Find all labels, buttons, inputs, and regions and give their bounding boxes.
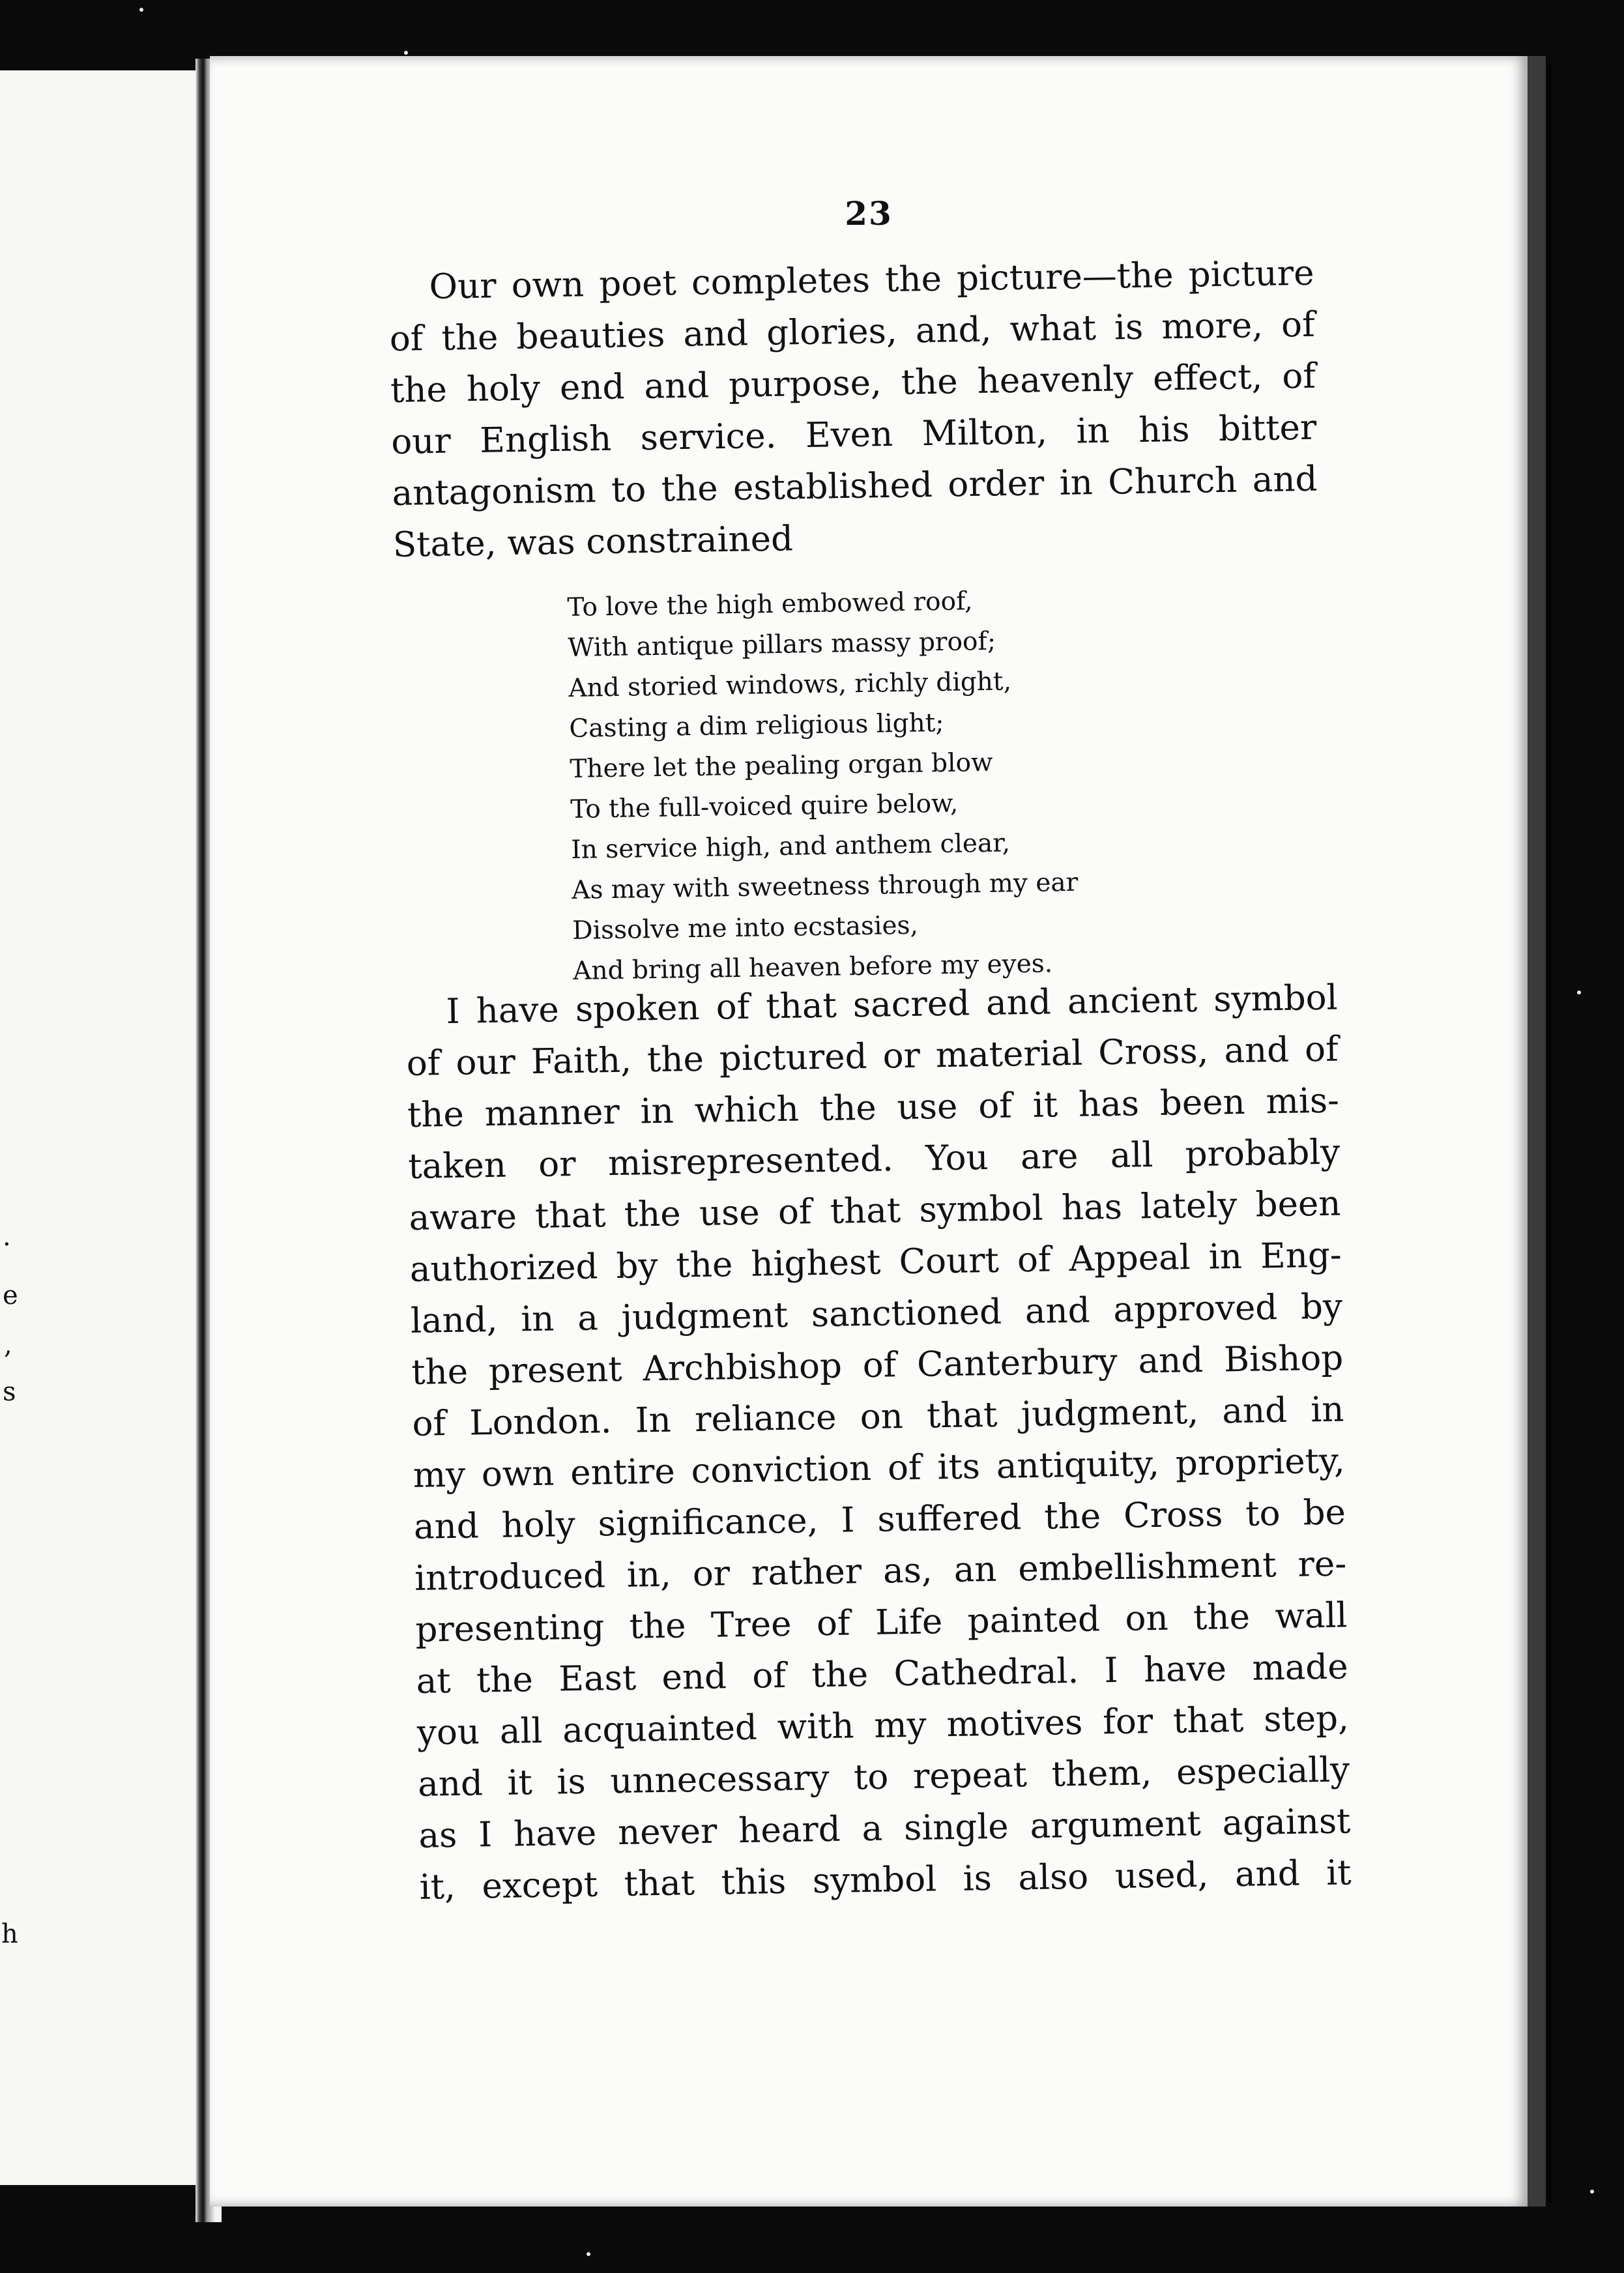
text-line: and it is unnecessary to repeat them, especially xyxy=(417,1750,1350,1804)
text-line: authorized by the highest Court of Appeal in Eng- xyxy=(409,1235,1342,1290)
dust-speck xyxy=(1577,991,1581,994)
left-page-edge xyxy=(0,70,199,2185)
text-line: you all acquainted with my motives for that step, xyxy=(416,1698,1350,1753)
text-line: at the East end of the Cathedral. I have made xyxy=(416,1647,1349,1701)
left-page-fragment: h xyxy=(1,1919,18,1949)
text-line: land, in a judgment sanctioned and approved by xyxy=(410,1286,1343,1341)
verse-line: And bring all heaven before my eyes. xyxy=(572,949,1053,986)
verse-line: There let the pealing organ blow xyxy=(570,747,993,784)
paragraph-2 xyxy=(405,972,1352,1913)
dust-speck xyxy=(404,51,408,55)
verse-line: To the full-voiced quire below, xyxy=(570,789,959,824)
verse-line: With antique pillars massy proof; xyxy=(568,626,996,663)
verse-line: And storied windows, richly dight, xyxy=(568,667,1012,703)
text-line: introduced in, or rather as, an embellishment re- xyxy=(414,1544,1347,1599)
text-line: of London. In reliance on that judgment, and in xyxy=(412,1389,1344,1444)
text-line: the present Archbishop of Canterbury and Bishop xyxy=(411,1338,1344,1393)
dust-speck xyxy=(1590,2190,1594,2193)
left-page-fragment: , xyxy=(4,1330,12,1360)
left-page-fragment: s xyxy=(3,1377,16,1407)
verse-line: As may with sweetness through my ear xyxy=(571,867,1079,905)
right-page xyxy=(210,56,1546,2207)
left-page-fragment: . xyxy=(3,1222,11,1252)
text-line: antagonism to the established order in Church and xyxy=(392,459,1318,514)
paragraph-1 xyxy=(388,248,1318,571)
verse-line: Casting a dim religious light; xyxy=(569,708,944,744)
text-line: my own entire conviction of its antiquity, propriety, xyxy=(413,1441,1346,1496)
verse-line: Dissolve me into ecstasies, xyxy=(572,910,919,946)
text-line: of our Faith, the pictured or material Cross, and of xyxy=(406,1029,1339,1084)
text-line: as I have never heard a single argument against xyxy=(418,1801,1351,1856)
text-line: it, except that this symbol is also used, and it xyxy=(419,1853,1352,1907)
text-line: of the beauties and glories, and, what is more, of xyxy=(389,304,1316,359)
text-line: and holy significance, I suffered the Cross to be xyxy=(413,1492,1346,1547)
text-line: Our own poet completes the picture—the picture xyxy=(429,253,1314,308)
text-line: presenting the Tree of Life painted on the wall xyxy=(415,1595,1348,1650)
left-page-fragment: e xyxy=(3,1281,18,1310)
text-line: aware that the use of that symbol has lately been xyxy=(409,1183,1341,1238)
text-line: I have spoken of that sacred and ancient symbol xyxy=(446,977,1338,1032)
page-number: 23 xyxy=(845,194,893,233)
verse-line: To love the high embowed roof, xyxy=(567,586,973,622)
text-line: State, was constrained xyxy=(392,519,794,565)
text-line: taken or misrepresented. You are all probably xyxy=(407,1132,1341,1187)
text-line: our English service. Even Milton, in his bitter xyxy=(390,407,1317,462)
verse-quotation xyxy=(567,580,1080,992)
text-line: the manner in which the use of it has been mis- xyxy=(407,1080,1340,1135)
verse-line: In service high, and anthem clear, xyxy=(570,828,1011,865)
dust-speck xyxy=(587,2252,590,2256)
dust-speck xyxy=(139,8,143,12)
text-line: the holy end and purpose, the heavenly effect, of xyxy=(390,356,1316,411)
